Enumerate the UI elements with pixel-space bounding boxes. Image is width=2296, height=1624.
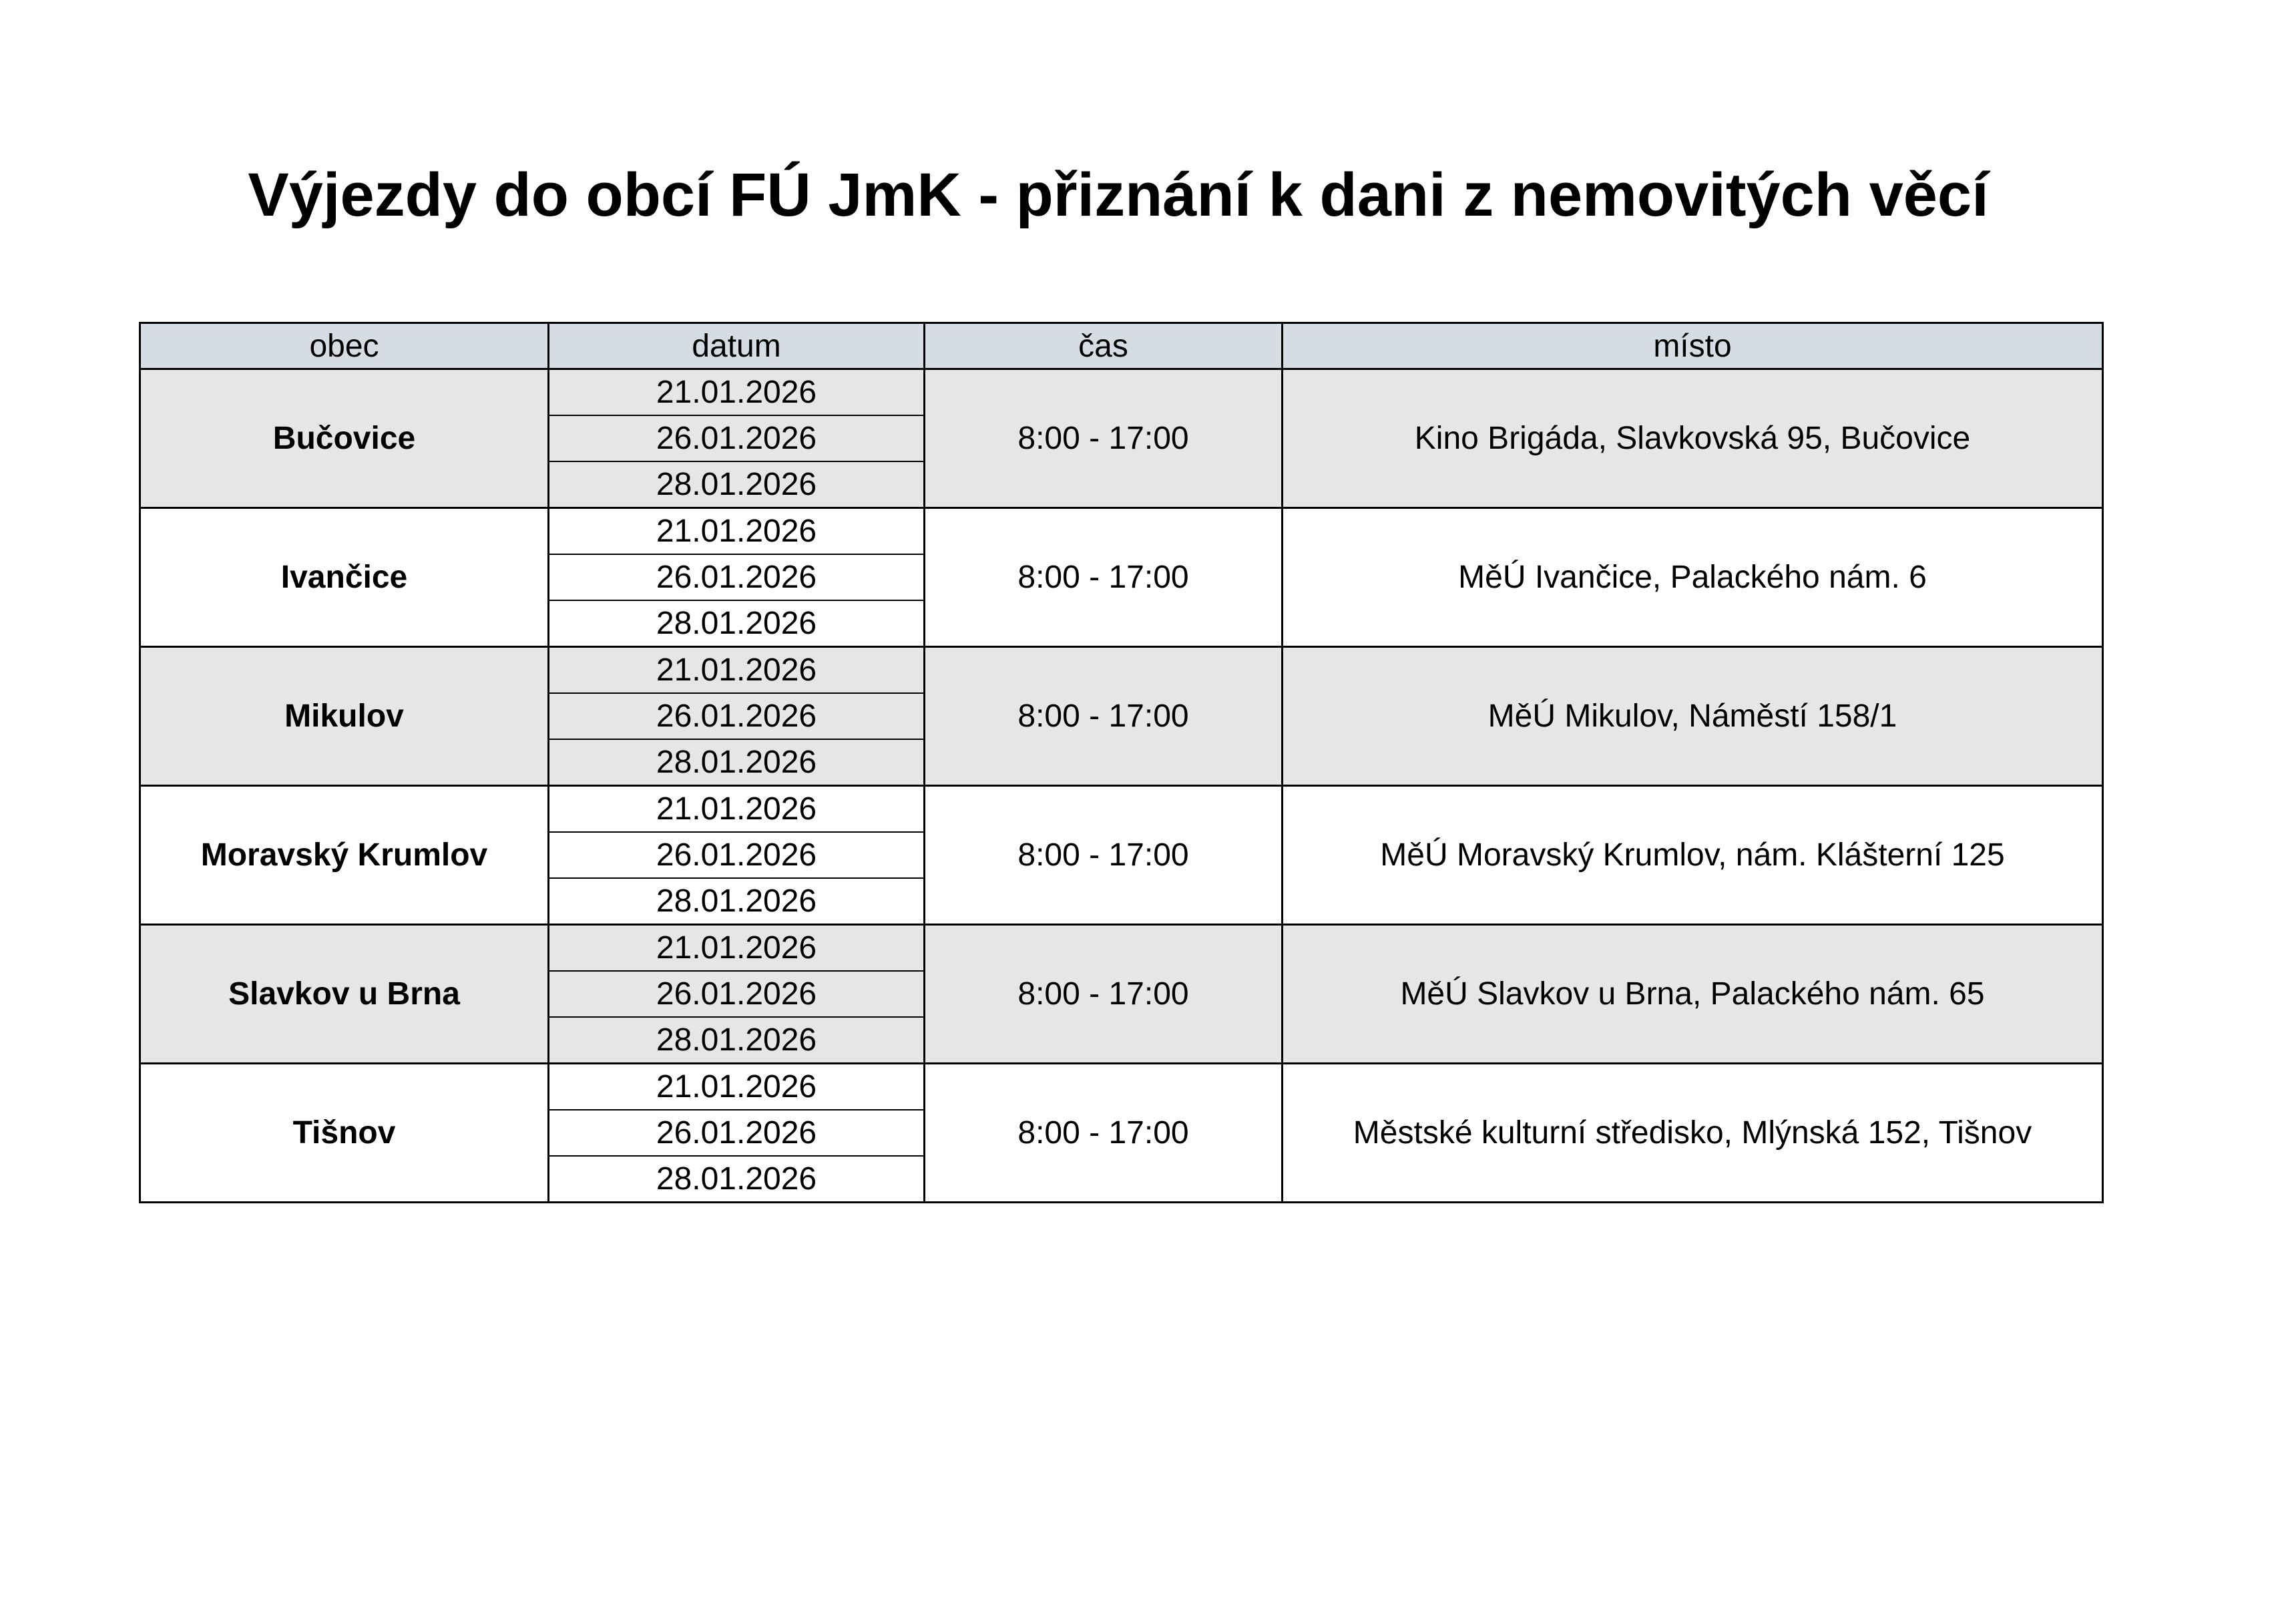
date-cell: 26.01.2026 <box>549 693 925 739</box>
municipality-group <box>140 508 2103 647</box>
date-cell: 21.01.2026 <box>549 925 925 972</box>
date-cell: 26.01.2026 <box>549 971 925 1017</box>
place-cell: MěÚ Moravský Krumlov, nám. Klášterní 125 <box>1283 786 2103 925</box>
header-row <box>140 323 2103 369</box>
table-row <box>140 369 2103 416</box>
column-header-datum: datum <box>549 323 925 369</box>
date-cell: 28.01.2026 <box>549 461 925 508</box>
date-cell: 26.01.2026 <box>549 415 925 461</box>
time-cell: 8:00 - 17:00 <box>925 508 1283 647</box>
time-cell: 8:00 - 17:00 <box>925 647 1283 786</box>
schedule-table <box>139 322 2104 1203</box>
table-row <box>140 786 2103 833</box>
time-cell: 8:00 - 17:00 <box>925 369 1283 508</box>
table-row <box>140 508 2103 555</box>
municipality-group <box>140 786 2103 925</box>
date-cell: 21.01.2026 <box>549 369 925 416</box>
time-cell: 8:00 - 17:00 <box>925 1064 1283 1203</box>
date-cell: 28.01.2026 <box>549 1156 925 1203</box>
date-cell: 28.01.2026 <box>549 739 925 786</box>
place-cell: MěÚ Mikulov, Náměstí 158/1 <box>1283 647 2103 786</box>
municipality-group <box>140 647 2103 786</box>
column-header-obec: obec <box>140 323 549 369</box>
table-header <box>140 323 2103 369</box>
date-cell: 21.01.2026 <box>549 508 925 555</box>
date-cell: 21.01.2026 <box>549 786 925 833</box>
place-cell: MěÚ Slavkov u Brna, Palackého nám. 65 <box>1283 925 2103 1064</box>
obec-cell: Mikulov <box>140 647 549 786</box>
obec-cell: Ivančice <box>140 508 549 647</box>
municipality-group <box>140 925 2103 1064</box>
obec-cell: Slavkov u Brna <box>140 925 549 1064</box>
date-cell: 21.01.2026 <box>549 647 925 694</box>
obec-cell: Tišnov <box>140 1064 549 1203</box>
date-cell: 26.01.2026 <box>549 554 925 600</box>
date-cell: 21.01.2026 <box>549 1064 925 1110</box>
page-title: Výjezdy do obcí FÚ JmK - přiznání k dani z nemovitých věcí <box>248 161 1989 229</box>
obec-cell: Bučovice <box>140 369 549 508</box>
place-cell: Kino Brigáda, Slavkovská 95, Bučovice <box>1283 369 2103 508</box>
table-row <box>140 925 2103 972</box>
municipality-group <box>140 369 2103 508</box>
date-cell: 28.01.2026 <box>549 1017 925 1064</box>
municipality-group <box>140 1064 2103 1203</box>
date-cell: 28.01.2026 <box>549 878 925 925</box>
column-header-cas: čas <box>925 323 1283 369</box>
time-cell: 8:00 - 17:00 <box>925 786 1283 925</box>
date-cell: 26.01.2026 <box>549 832 925 878</box>
column-header-misto: místo <box>1283 323 2103 369</box>
date-cell: 26.01.2026 <box>549 1110 925 1156</box>
place-cell: Městské kulturní středisko, Mlýnská 152, Tišnov <box>1283 1064 2103 1203</box>
table-row <box>140 1064 2103 1110</box>
table-row <box>140 647 2103 694</box>
time-cell: 8:00 - 17:00 <box>925 925 1283 1064</box>
obec-cell: Moravský Krumlov <box>140 786 549 925</box>
place-cell: MěÚ Ivančice, Palackého nám. 6 <box>1283 508 2103 647</box>
date-cell: 28.01.2026 <box>549 600 925 647</box>
